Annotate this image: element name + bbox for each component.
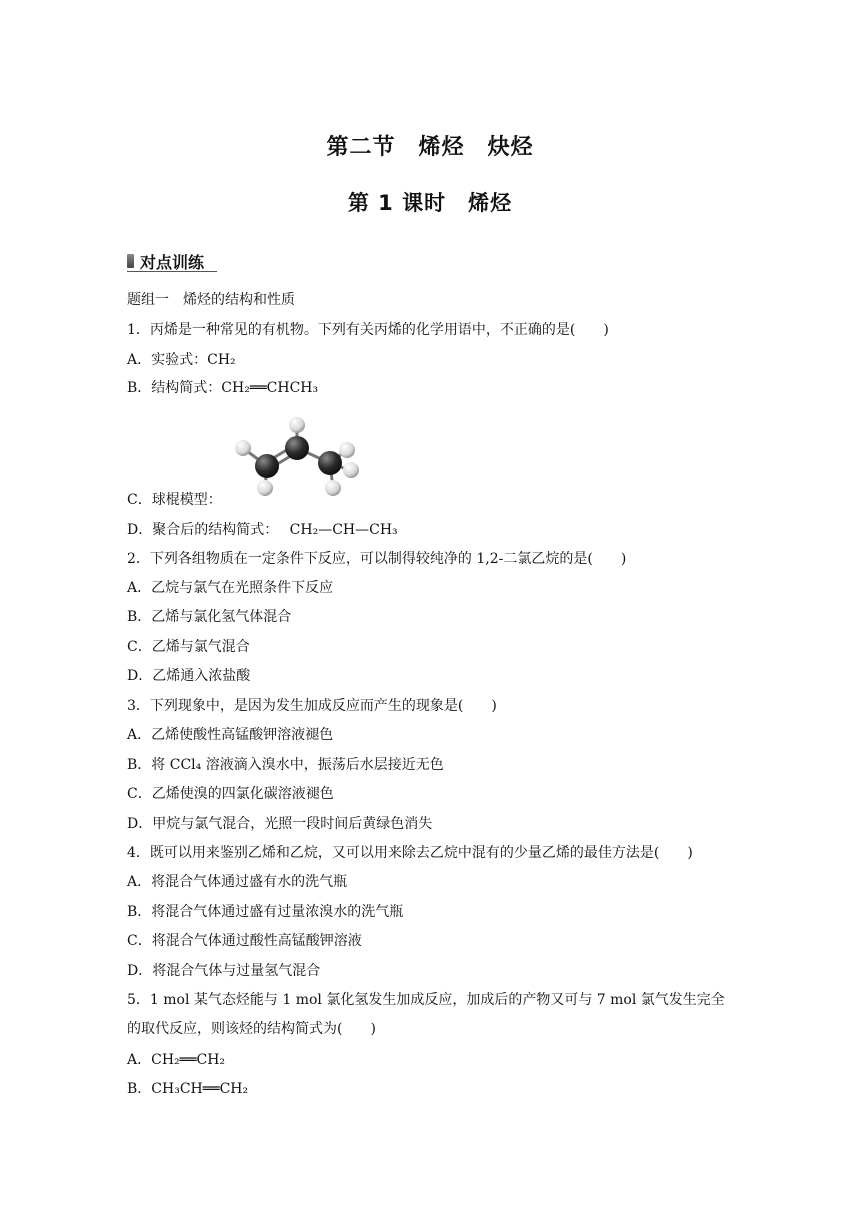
q1-option-b: B．结构简式：CH₂══CHCH₃ <box>127 380 319 396</box>
q2-option-d: D．乙烯通入浓盐酸 <box>127 668 251 684</box>
q4-option-a: A．将混合气体通过盛有水的洗气瓶 <box>127 874 348 890</box>
q5-option-a: A．CH₂══CH₂ <box>127 1052 226 1068</box>
h-atom <box>325 480 341 496</box>
section-label: 对点训练 <box>140 252 205 272</box>
question-3-stem: 3．下列现象中，是因为发生加成反应而产生的现象是( ) <box>127 698 497 714</box>
question-2-stem: 2．下列各组物质在一定条件下反应，可以制得较纯净的 1,2-二氯乙烷的是( ) <box>127 551 627 567</box>
group-heading: 题组一 烯烃的结构和性质 <box>127 292 295 308</box>
page-title: 第二节 烯烃 炔烃 <box>326 135 534 160</box>
c-atom <box>318 451 342 475</box>
square-marker-icon <box>127 254 134 268</box>
q2-option-c: C．乙烯与氯气混合 <box>127 639 250 655</box>
q5-option-b: B．CH₃CH══CH₂ <box>127 1081 249 1097</box>
propene-ball-stick-model <box>227 400 367 500</box>
page-subtitle: 第 1 课时 烯烃 <box>347 191 513 215</box>
q2-option-a: A．乙烷与氯气在光照条件下反应 <box>127 580 334 596</box>
q3-option-d: D．甲烷与氯气混合，光照一段时间后黄绿色消失 <box>127 816 433 832</box>
c-atom <box>255 454 279 478</box>
question-5-stem: 5．1 mol 某气态烃能与 1 mol 氯化氢发生加成反应，加成后的产物又可与 7 mol 氯气发生完全的取代反应，则该烃的结构简式为( ) <box>127 992 725 1037</box>
q1-option-d: D．聚合后的结构简式： CH₂—CH—CH₃ <box>127 522 398 538</box>
h-atom <box>339 442 355 458</box>
q3-option-b: B．将 CCl₄ 溶液滴入溴水中，振荡后水层接近无色 <box>127 757 444 773</box>
h-atom <box>257 480 273 496</box>
q1-option-c: C．球棍模型： <box>127 492 222 508</box>
q4-option-c: C．将混合气体通过酸性高锰酸钾溶液 <box>127 933 362 949</box>
q3-option-a: A．乙烯使酸性高锰酸钾溶液褪色 <box>127 727 334 743</box>
h-atom <box>235 440 251 456</box>
section-heading <box>127 250 204 272</box>
h-atom <box>289 417 305 433</box>
q4-option-b: B．将混合气体通过盛有过量浓溴水的洗气瓶 <box>127 904 404 920</box>
question-4-stem: 4．既可以用来鉴别乙烯和乙烷，又可以用来除去乙烷中混有的少量乙烯的最佳方法是( ) <box>127 845 693 861</box>
question-1-stem: 1．丙烯是一种常见的有机物。下列有关丙烯的化学用语中，不正确的是( ) <box>127 322 609 338</box>
q2-option-b: B．乙烯与氯化氢气体混合 <box>127 609 292 625</box>
q4-option-d: D．将混合气体与过量氢气混合 <box>127 963 321 979</box>
c-atom <box>285 436 309 460</box>
q1-option-a: A．实验式：CH₂ <box>127 352 236 368</box>
q3-option-c: C．乙烯使溴的四氯化碳溶液褪色 <box>127 786 334 802</box>
section-underline <box>127 271 217 272</box>
h-atom <box>343 462 359 478</box>
